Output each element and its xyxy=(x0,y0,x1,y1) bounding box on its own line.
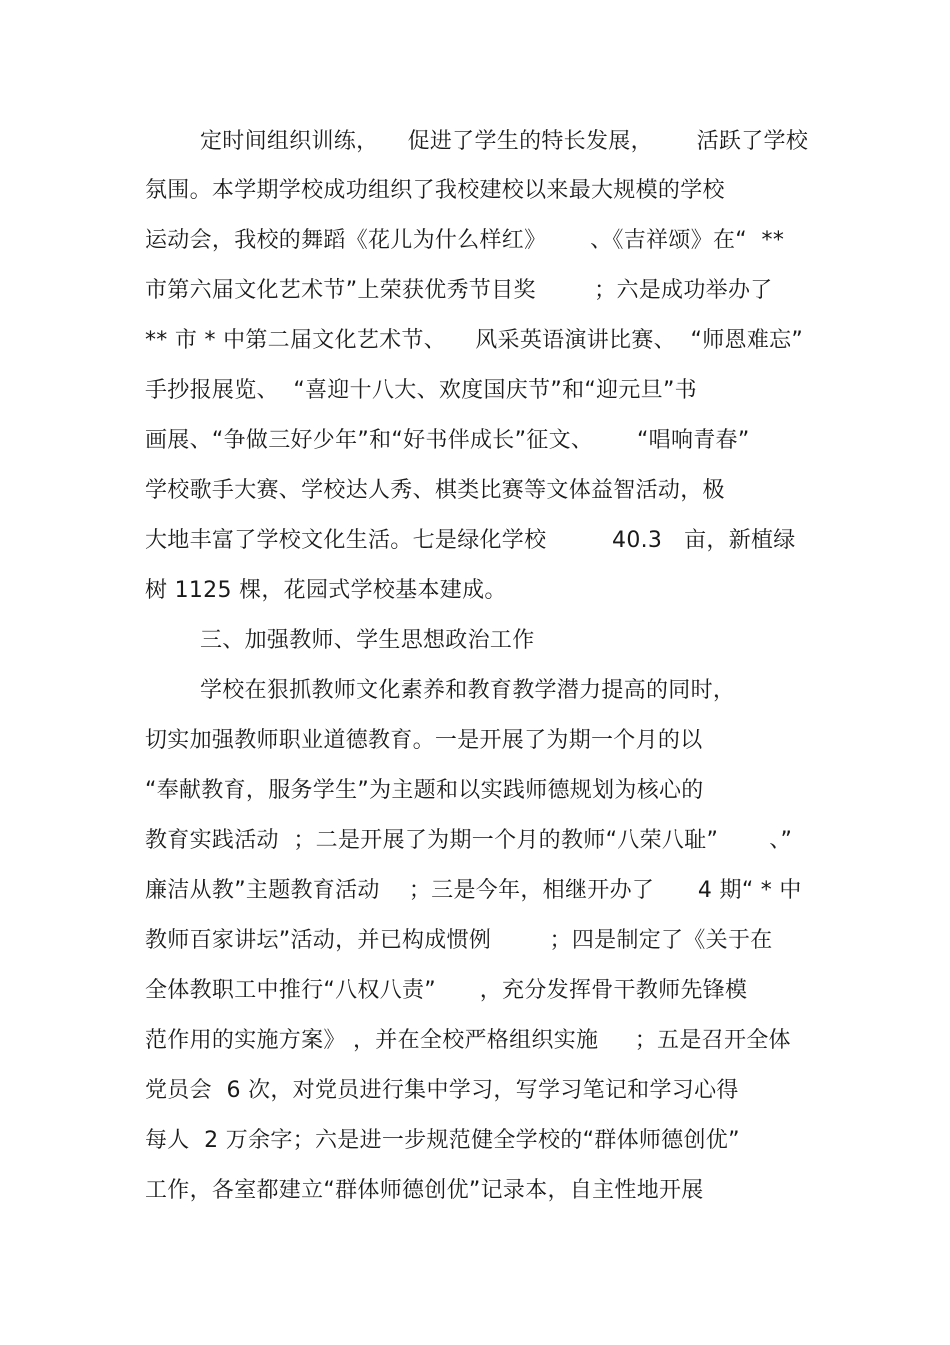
paragraph-line: 手抄报展览、 “喜迎十八大、欢度国庆节”和“迎元旦”书 xyxy=(145,378,697,403)
paragraph-line: 廉洁从教”主题教育活动 ；三是今年，相继开办了 4 期“ * 中 xyxy=(145,878,802,903)
paragraph-line: 树 1125 棵，花园式学校基本建成。 xyxy=(145,578,507,603)
paragraph-line: ** 市 * 中第二届文化艺术节、 风采英语演讲比赛、 “师恩难忘” xyxy=(145,328,804,353)
paragraph-line: 每人 2 万余字；六是进一步规范健全学校的“群体师德创优” xyxy=(145,1128,740,1153)
paragraph-line: 画展、“争做三好少年”和“好书伴成长”征文、 “唱响青春” xyxy=(145,428,750,453)
paragraph-line: 大地丰富了学校文化生活。七是绿化学校 40.3 亩，新植绿 xyxy=(145,528,796,553)
paragraph-line: 党员会 6 次，对党员进行集中学习，写学习笔记和学习心得 xyxy=(145,1078,739,1103)
paragraph-line: 工作，各室都建立“群体师德创优”记录本，自主性地开展 xyxy=(145,1178,704,1203)
paragraph-line: 定时间组织训练， 促进了学生的特长发展， 活跃了学校 xyxy=(200,129,809,154)
paragraph-line: 教师百家讲坛”活动，并已构成惯例 ；四是制定了《关于在 xyxy=(145,928,773,953)
paragraph-line: 范作用的实施方案》 ，并在全校严格组织实施 ；五是召开全体 xyxy=(145,1028,791,1053)
paragraph-line: 学校歌手大赛、学校达人秀、棋类比赛等文体益智活动，极 xyxy=(145,478,725,503)
paragraph-line: 教育实践活动 ；二是开展了为期一个月的教师“八荣八耻” 、” xyxy=(145,828,793,853)
paragraph-line: 全体教职工中推行“八权八责” ，充分发挥骨干教师先锋模 xyxy=(145,978,748,1003)
paragraph-line: “奉献教育，服务学生”为主题和以实践师德规划为核心的 xyxy=(145,778,704,803)
paragraph-line: 运动会，我校的舞蹈《花儿为什么样红》 、《吉祥颂》在“ ** xyxy=(145,228,785,253)
paragraph-line: 切实加强教师职业道德教育。一是开展了为期一个月的以 xyxy=(145,728,703,753)
paragraph-line: 氛围。本学期学校成功组织了我校建校以来最大规模的学校 xyxy=(145,178,725,203)
paragraph-line: 学校在狠抓教师文化素养和教育教学潜力提高的同时， xyxy=(200,678,736,703)
paragraph-line: 市第六届文化艺术节”上荣获优秀节目奖 ；六是成功举办了 xyxy=(145,278,773,303)
section-heading: 三、加强教师、学生思想政治工作 xyxy=(200,628,535,653)
